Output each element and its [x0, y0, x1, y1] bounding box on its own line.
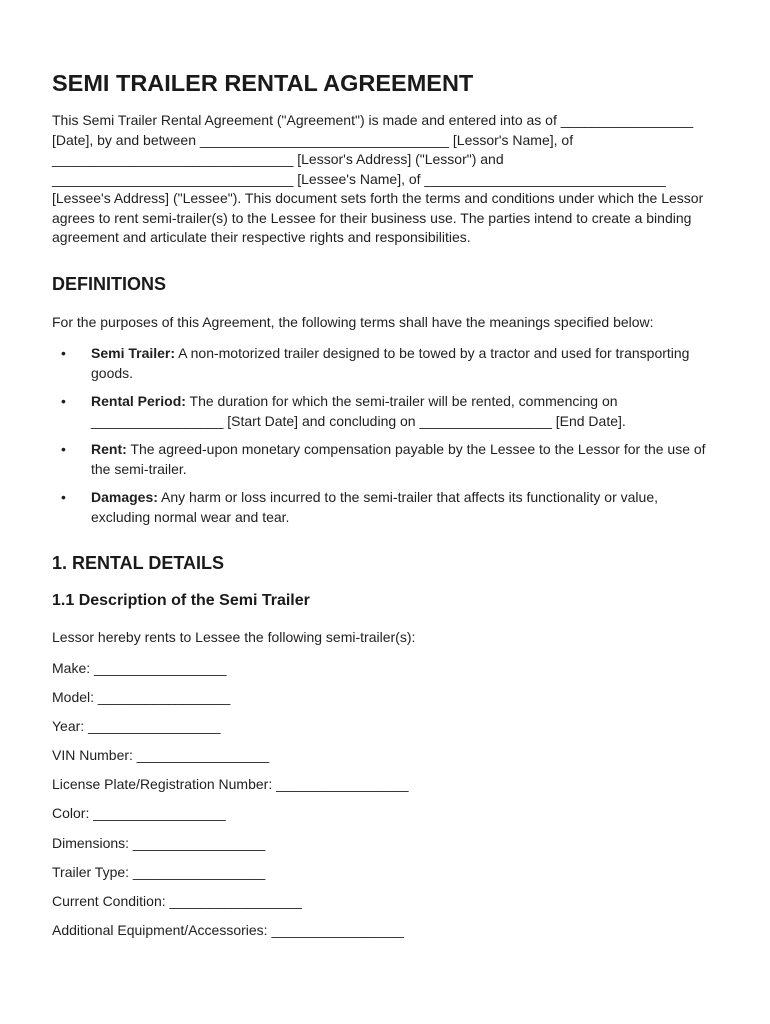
trailer-description-heading: 1.1 Description of the Semi Trailer: [52, 592, 310, 609]
definitions-list: [52, 344, 720, 527]
field-year: Year: _________________: [52, 717, 221, 734]
definition-text: The duration for which the semi-trailer will be rented, commencing on _________________ [Start Date] and concluding on _________________ [End Date].: [91, 393, 626, 429]
definition-term: Rent:: [91, 441, 127, 457]
field-model: Model: _________________: [52, 688, 231, 705]
definition-term: Damages:: [91, 489, 158, 505]
field-dimensions: Dimensions: _________________: [52, 834, 266, 851]
rental-details-heading: 1. RENTAL DETAILS: [52, 553, 225, 573]
bullet-icon: •: [61, 393, 66, 409]
definition-item: [52, 392, 720, 431]
field-additional-equipment: Additional Equipment/Accessories: _________________: [52, 922, 404, 939]
definition-item: [52, 344, 720, 383]
bullet-icon: •: [61, 345, 66, 361]
field-current-condition: Current Condition: _________________: [52, 893, 302, 909]
document-title: SEMI TRAILER RENTAL AGREEMENT: [52, 70, 474, 96]
field-vin-number: VIN Number: _________________: [52, 747, 270, 764]
definition-text: The agreed-upon monetary compensation payable by the Lessee to the Lessor for the use of the semi-trailer.: [91, 441, 706, 477]
rental-details-lead: Lessor hereby rents to Lessee the following semi-trailer(s):: [52, 629, 416, 645]
field-license-plate: License Plate/Registration Number: _________________: [52, 776, 409, 793]
definition-term: Semi Trailer:: [91, 345, 176, 361]
intro-paragraph: This Semi Trailer Rental Agreement ("Agreement") is made and entered into as of _________________ [Date], by and between ________________________________ [Lessor's Name], of _______________________________ [Lessor's Address] ("Lessor") and _______________________________ [Lessee's Name], of _______________________________ [Lessee's Address] ("Lessee"). This document sets forth the terms and conditions under which the Lessor agrees to rent semi-trailer(s) to the Lessee for their business use. The parties intend to create a binding agreement and articulate their respective rights and responsibilities.: [52, 112, 704, 245]
definition-item: [52, 488, 720, 527]
definition-text: Any harm or loss incurred to the semi-trailer that affects its functionality or value, excluding normal wear and tear.: [91, 489, 658, 525]
bullet-icon: •: [61, 441, 66, 457]
field-make: Make: _________________: [52, 659, 227, 676]
definition-term: Rental Period:: [91, 393, 186, 409]
definitions-heading: DEFINITIONS: [52, 273, 167, 294]
definitions-lead: For the purposes of this Agreement, the following terms shall have the meanings specified below:: [52, 313, 654, 330]
bullet-icon: •: [61, 489, 66, 505]
definition-item: [52, 440, 720, 479]
field-trailer-type: Trailer Type: _________________: [52, 863, 266, 880]
field-color: Color: _________________: [52, 805, 226, 822]
definition-text: A non-motorized trailer designed to be towed by a tractor and used for transporting goods.: [91, 345, 690, 381]
